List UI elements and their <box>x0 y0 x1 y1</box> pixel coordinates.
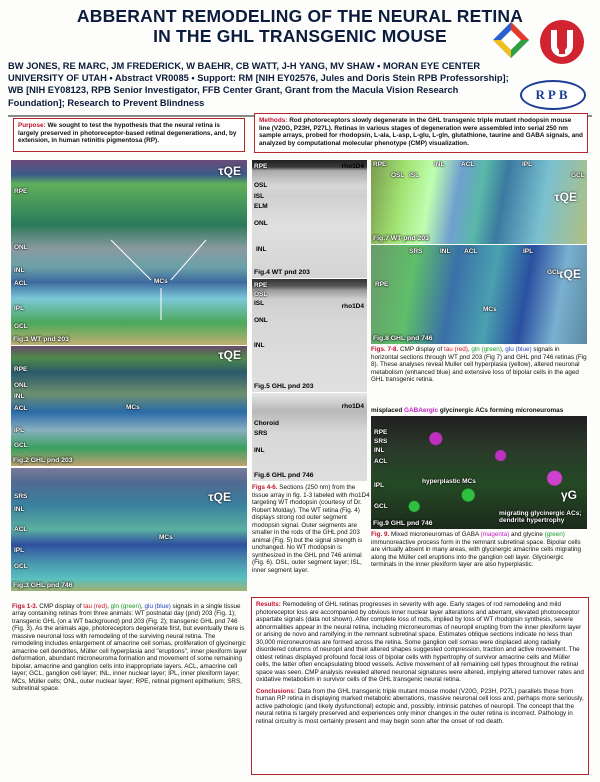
caption-fig9-b: and glycine <box>509 531 545 538</box>
fig5-label-osl: OSL <box>254 291 268 298</box>
fig1-panel <box>11 160 247 345</box>
authors-line2: UNIVERSITY OF UTAH • Abstract VR0085 • Support: RM [NIH EY02576, Jules and Doris Stein RPB Professorship]; <box>8 73 509 84</box>
fig3-label-gcl: GCL <box>14 563 28 570</box>
caption-fig9-green: (green) <box>544 531 565 538</box>
conclusions-section <box>256 688 584 726</box>
fig2-tqe: τQE <box>218 348 241 362</box>
fig9-caption: Fig.9 GHL pnd 746 <box>373 520 433 527</box>
fig4-caption: Fig.4 WT pnd 203 <box>254 269 310 276</box>
fig9-label-rpe: RPE <box>374 429 388 436</box>
fig9-bottom-note: migrating glycinergic ACs; dendrite hypertrophy <box>499 510 582 524</box>
fig9-label-acl: ACL <box>374 458 388 465</box>
caption-figs7-8-comma1: , <box>467 346 472 353</box>
caption-figs7-8-gln: gln (green) <box>471 346 502 353</box>
caption-figs7-8 <box>371 346 587 384</box>
fig4-label-elm: ELM <box>254 203 268 210</box>
results-conclusions-box <box>251 597 589 775</box>
caption-figs1-3-comma2: , <box>141 603 145 610</box>
fig7-tqe: τQE <box>554 190 577 204</box>
caption-fig9-rest: immunoreactive process form in the remnant subretinal space. Bipolar cells are virtually absent in many areas, with glycinergic amacrine cells migrating along the Müller cell eruptions into the ganglion cell layer. Glycinergic terminals in the inner plexiform layer are also hyperplastic. <box>371 538 581 568</box>
rpb-logo <box>520 80 586 110</box>
fig1-label-ipl: IPL <box>14 305 25 312</box>
authors-line4: Foundation]; Research to Prevent Blindness <box>8 97 205 108</box>
methods-text: Rod photoreceptors slowly degenerate in the GHL transgenic triple mutant rhodopsin mouse line (V20G, P23H, P27L). Retinas in various stages of degeneration were assembled into serial 250 nm sample arrays, probed for rhodopsin, L-ala, L-asp, L-glu, L-gln, glutathione, taurine and GABA signals, and analyzed by computational molecular phenotype (CMP) visualization. <box>259 117 583 147</box>
caption-figs7-8-glu: glu (blue) <box>505 346 532 353</box>
fig8-label-rpe: RPE <box>375 281 389 288</box>
fig2-caption: Fig.2 GHL pnd 203 <box>13 457 73 464</box>
results-label: Results: <box>256 601 281 608</box>
fig9-tqe: γG <box>560 488 577 502</box>
authors-line3: WB [NIH EY08123, RPB Senior Investigator, FFB Center Grant, Grant from the Macula Vision Research <box>8 85 459 96</box>
rpb-logo-text: RPB <box>535 87 571 102</box>
conclusions-label: Conclusions: <box>256 687 296 695</box>
methods-box <box>254 113 588 153</box>
fig7-label-gcl: GCL <box>571 172 585 179</box>
fig5-label-inl: INL <box>254 342 265 349</box>
results-section <box>256 601 584 684</box>
fig5-label-isl: ISL <box>254 300 265 307</box>
fig9-hyperplastic-label: hyperplastic MCs <box>422 478 476 485</box>
fig2-label-gcl: GCL <box>14 442 28 449</box>
caption-figs4-6-text: Sections (250 nm) from the tissue array in fig. 1-3 labeled with rho1D4 targeting WT rhodopsin (courtesy of Dr. Robert Molday). The WT retina (Fig. 4) displays strong rod outer segment rhodopsin signal. Outer segments are smaller in the rods of the GHL pnd 203 animal (Fig. 5) but the signal strength is unchanged. No WT rhodopsin is synthesized in the GHL pnd 746 animal (Fig. 6). OSL, outer segment layer; ISL, inner segment layer. <box>252 484 370 574</box>
fig2-label-mcs: MCs <box>126 404 140 411</box>
fig5-caption: Fig.5 GHL pnd 203 <box>254 383 314 390</box>
fig2-label-rpe: RPE <box>14 366 28 373</box>
purpose-label: Purpose: <box>18 122 46 129</box>
fig9-top-note-b: GABAergic <box>404 407 439 414</box>
fig6-probe: rho1D4 <box>341 403 364 410</box>
caption-figs1-3-label: Figs 1-3. <box>12 603 38 610</box>
fig4-panel <box>252 160 367 278</box>
fig8-caption: Fig.8 GHL pnd 746 <box>373 335 433 342</box>
fig5-label-rpe: RPE <box>254 282 268 289</box>
fig5-probe: rho1D4 <box>341 303 364 310</box>
fig3-caption: Fig.3 GHL pnd 746 <box>13 582 73 589</box>
fig1-arrows <box>11 160 247 345</box>
methods-label: Methods: <box>259 117 288 124</box>
fig8-label-mcs: MCs <box>483 306 497 313</box>
caption-figs1-3-gln: gln (green) <box>110 603 142 610</box>
fig2-panel <box>11 346 247 466</box>
fig3-label-ipl: IPL <box>14 547 25 554</box>
fig7-label-ipl: IPL <box>522 161 533 168</box>
fig7-caption: Fig.7 WT pnd 203 <box>373 235 429 242</box>
caption-figs1-3-comma1: , <box>107 603 111 610</box>
fig4-probe: rho1D4 <box>341 163 364 170</box>
fig1-label-onl: ONL <box>14 244 28 251</box>
caption-figs1-3-tau: tau (red) <box>83 603 108 610</box>
fig8-label-ipl: IPL <box>523 248 534 255</box>
fig7-label-acl: ACL <box>461 161 475 168</box>
fig8-label-srs: SRS <box>409 248 423 255</box>
fig1-tqe: τQE <box>218 164 241 178</box>
fig8-label-gcl: GCL <box>547 269 561 276</box>
purpose-box <box>13 118 245 152</box>
fig9-label-srs: SRS <box>374 438 388 445</box>
caption-figs1-3 <box>12 603 248 692</box>
fig6-label-srs: SRS <box>254 430 268 437</box>
fig9-top-note-a: misplaced <box>371 407 405 414</box>
fig3-label-inl: INL <box>14 506 25 513</box>
caption-figs1-3-glu: glu (blue) <box>144 603 171 610</box>
fig4-label-rpe: RPE <box>254 163 268 170</box>
fig9-top-note-c: glycinergic ACs forming microneuromas <box>438 407 564 414</box>
caption-figs1-3-rest: signals in a single tissue array containing retinas from three animals: WT postnatal day (pnd) 203 (Fig. 1); transgenic GHL (on a WT background) pnd 203 (Fig. 2); transgenic GHL pnd 746 (Fig. 3). As the animals age, photoreceptors degenerate first, but eventually there is massive neuronal loss with remodeling of the surviving neural retina. The remodeling includes enlargement of amacrine cell somas, proliferation of glycinergic amacrine cell dendrites, Müller cell hyperplasia and "eruptions", inner plexiform layer deformation, abundant microneuroma formation and movement of some remaining bipolar, amacrine and ganglion cells into inappropriate layers. ACL, amacrine cell layer; GCL, ganglion cell layer; INL, inner nuclear layer; IPL, inner plexiform layer; MCs, Müller cells; ONL, outer nuclear layer; RPE, retinal pigment epithelium; SRS, subretinal space. <box>12 603 248 692</box>
fig1-caption: Fig.1 WT pnd 203 <box>13 336 69 343</box>
fig9-label-ipl: IPL <box>374 482 385 489</box>
fig8-tqe: τQE <box>558 267 581 281</box>
fig7-label-osl: OSL <box>391 172 405 179</box>
fig2-label-acl: ACL <box>14 405 28 412</box>
fig9-panel <box>371 416 587 529</box>
fig8-label-inl: INL <box>440 248 451 255</box>
fig1-label-mcs: MCs <box>154 278 168 285</box>
colorful-diamond-logo <box>491 20 531 60</box>
fig3-label-acl: ACL <box>14 526 28 533</box>
authors-block <box>8 60 528 109</box>
caption-figs7-8-comma2: , <box>501 346 506 353</box>
purpose-text: We sought to test the hypothesis that the neural retina is largely preserved in photoreceptor-based retinal degenerations, and, by extension, in human retinitis pigmentosa (RP). <box>18 122 237 145</box>
fig6-label-choroid: Choroid <box>254 420 279 427</box>
results-text: Remodeling of GHL retinas progresses in severity with age. Early stages of rod remodeling and mild photoreceptor loss are accompanied by obvious inner nuclear layer alterations and aberrant, elevated photoreceptor aspartate signals (data not shown). After complete loss of rods, implied by loss of WT rhodopsin synthesis, severe abnormalities appear in the neural retina, including microneuromas of neuropil erupting from the inner plexiform layer or arising de novo and ramifying in the remnant subretinal space. Estimates oblique sections indicate no less than 30,000 microneuromas are formed across the retina. Some ganglion cell somas were displaced along radially disordered columns of neuropil and their altered shapes suggested compression, traction and active movement. The oldest retinas displayed profound focal loss of bipolar cells with hypertrophy of survivor amacrine cells and Müller cells, the latter often encapsulating blood vessels. Active movement of all remaining cell types throughout the retinal space was seen. CMP analysis revealed altered neuronal signatures were altered, implying altered turnover rates and oxidative metabolism in survivor cells of the GHL transgenic neural retina. <box>256 601 584 683</box>
fig4-label-isl: ISL <box>254 193 265 200</box>
caption-fig9 <box>371 531 587 569</box>
fig7-label-isl: ISL <box>409 172 420 179</box>
caption-fig9-a: Mixed microneuromas of GABA <box>389 531 481 538</box>
authors-line1: BW JONES, RE MARC, JM FREDERICK, W BAEHR, CB WATT, J-H YANG, MV SHAW • MORAN EYE CENTER <box>8 61 481 71</box>
fig3-label-srs: SRS <box>14 493 28 500</box>
fig1-label-gcl: GCL <box>14 323 28 330</box>
fig1-label-inl: INL <box>14 267 25 274</box>
caption-figs7-8-rest: signals in horizontal sections through WT pnd 203 (Fig 7) and GHL pnd 746 retinas (Fig 8). These analyses reveal Muller cell hyperplasia (yellow), altered neuronal metabolism (enhanced blue) and extensive loss of bipolar cells in the aged GHL transgenic retina. <box>371 346 587 383</box>
fig3-label-mcs: MCs <box>159 534 173 541</box>
caption-fig9-label: Fig. 9. <box>371 531 390 538</box>
caption-figs7-8-tau: tau (red) <box>444 346 468 353</box>
fig4-label-onl: ONL <box>254 220 268 227</box>
fig3-panel <box>11 468 247 591</box>
fig9-top-note <box>371 407 587 414</box>
fig2-label-onl: ONL <box>14 382 28 389</box>
conclusions-text: Data from the GHL transgenic triple mutant mouse model (V20G, P23H, P27L) parallels those from human RP retina in displaying marked metabolic aberrations, massive neuronal cell loss and, perhaps more seriously, active pathologic (and likely dysfunctional) ectopic and, possibly, intrinsic patches of neuropil. The concept that the neural retina is largely preserved and experiences only minor changes in the outer retina is incorrect. Pathology in retinal circuitry is most certainly present and may begin soon after the onset of rod death. <box>256 687 584 725</box>
university-utah-logo <box>538 18 586 66</box>
fig7-panel <box>371 160 587 244</box>
fig5-label-onl: ONL <box>254 317 268 324</box>
fig6-caption: Fig.6 GHL pnd 746 <box>254 472 314 479</box>
fig4-label-inl: INL <box>256 246 267 253</box>
poster-title-line1: ABBERANT REMODELING OF THE NEURAL RETINA <box>76 6 524 26</box>
fig2-label-inl: INL <box>14 393 25 400</box>
caption-figs7-8-label: Figs. 7-8. <box>371 346 399 353</box>
fig6-label-inl: INL <box>254 447 265 454</box>
fig3-tqe: τQE <box>208 490 231 504</box>
fig9-label-gcl: GCL <box>374 503 388 510</box>
fig8-panel <box>371 245 587 344</box>
poster-title-line2: IN THE GHL TRANSGENIC MOUSE <box>153 26 447 46</box>
fig1-label-rpe: RPE <box>14 188 28 195</box>
caption-figs4-6-label: Figs 4-6. <box>252 484 278 491</box>
fig4-label-osl: OSL <box>254 182 268 189</box>
caption-fig9-magenta: (magenta) <box>480 531 510 538</box>
caption-figs7-8-a: CMP display of <box>398 346 445 353</box>
caption-figs4-6 <box>252 484 370 574</box>
fig8-label-acl: ACL <box>464 248 478 255</box>
fig5-panel <box>252 279 367 392</box>
fig7-label-inl: INL <box>434 161 445 168</box>
fig2-label-ipl: IPL <box>14 427 25 434</box>
fig9-label-inl: INL <box>374 447 385 454</box>
fig6-panel <box>252 393 367 481</box>
fig7-label-rpe: RPE <box>373 161 387 168</box>
caption-figs1-3-a: CMP display of <box>37 603 84 610</box>
fig1-label-acl: ACL <box>14 280 28 287</box>
